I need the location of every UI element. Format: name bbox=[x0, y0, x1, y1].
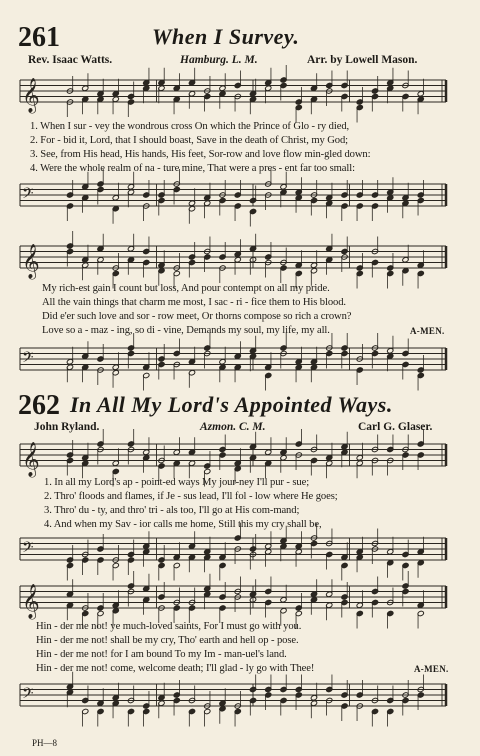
svg-text:𝄞: 𝄞 bbox=[22, 584, 40, 619]
music-staff-bass bbox=[0, 176, 480, 222]
hymn-number: 261 bbox=[18, 22, 60, 53]
hymn-arranger: Arr. by Lowell Mason. bbox=[307, 54, 418, 66]
verse-line: 1. When I sur - vey the wondrous cross On which the Prince of Glo - ry died, bbox=[30, 121, 350, 132]
verse-line: Hin - der me not! ye much-loved saints, For I must go with you. bbox=[36, 621, 302, 632]
svg-text:𝄞: 𝄞 bbox=[22, 244, 40, 279]
hymn-author: John Ryland. bbox=[34, 421, 100, 433]
music-staff-treble bbox=[0, 238, 480, 284]
verse-line: Hin - der me not! shall be my cry, Tho' earth and hell op - pose. bbox=[36, 635, 299, 646]
svg-text:𝄢: 𝄢 bbox=[22, 685, 34, 706]
verse-line: Hin - der me not! come, welcome death; I'll glad - ly go with Thee! bbox=[36, 663, 315, 674]
music-staff-treble bbox=[0, 72, 480, 118]
verse-line: Love so a - maz - ing, so di - vine, Demands my soul, my life, my all. bbox=[42, 325, 330, 336]
hymn-title: In All My Lord's Appointed Ways. bbox=[70, 392, 393, 417]
hymn-tune: Azmon. C. M. bbox=[200, 421, 266, 433]
verse-line: My rich-est gain I count but loss, And pour contempt on all my pride. bbox=[42, 283, 330, 294]
verse-line: Hin - der me not! for I am bound To my Im - man-uel's land. bbox=[36, 649, 287, 660]
verse-line: 4. And when my Sav - ior calls me home, Still this my cry shall be, bbox=[44, 519, 322, 530]
hymn-title: When I Survey. bbox=[152, 24, 300, 49]
svg-text:𝄢: 𝄢 bbox=[22, 185, 34, 206]
verse-line: 4. Were the whole realm of na - ture mine, That were a pres - ent far too small: bbox=[30, 163, 355, 174]
svg-text:𝄢: 𝄢 bbox=[22, 349, 34, 370]
verse-line: 2. For - bid it, Lord, that I should boast, Save in the death of Christ, my God; bbox=[30, 135, 349, 146]
verse-line: 3. See, from His head, His hands, His feet, Sor-row and love flow min-gled down: bbox=[30, 149, 371, 160]
svg-text:𝄞: 𝄞 bbox=[22, 78, 40, 113]
verse-line: 1. In all my Lord's ap - point-ed ways My jour-ney I'll pur - sue; bbox=[44, 477, 310, 488]
music-staff-treble bbox=[0, 578, 480, 624]
hymn-tune: Hamburg. L. M. bbox=[180, 54, 258, 66]
page-footer: PH—8 bbox=[32, 738, 58, 748]
hymn-author: Rev. Isaac Watts. bbox=[28, 54, 113, 66]
hymn-number: 262 bbox=[18, 390, 60, 421]
verse-line: All the vain things that charm me most, I sac - ri - fice them to His blood. bbox=[42, 297, 346, 308]
music-staff-bass bbox=[0, 676, 480, 722]
music-staff-bass bbox=[0, 340, 480, 386]
verse-line: 3. Thro' du - ty, and thro' tri - als too, I'll go at His com-mand; bbox=[44, 505, 300, 516]
verse-line: 2. Thro' floods and flames, if Je - sus lead, I'll fol - low where He goes; bbox=[44, 491, 338, 502]
amen-label: A-MEN. bbox=[410, 326, 445, 336]
verse-line: Did e'er such love and sor - row meet, Or thorns compose so rich a crown? bbox=[42, 311, 352, 322]
svg-text:𝄢: 𝄢 bbox=[22, 539, 34, 560]
amen-label: A-MEN. bbox=[414, 664, 449, 674]
music-staff-bass bbox=[0, 530, 480, 576]
hymn-arranger: Carl G. Glaser. bbox=[358, 421, 433, 433]
svg-text:𝄞: 𝄞 bbox=[22, 442, 40, 477]
